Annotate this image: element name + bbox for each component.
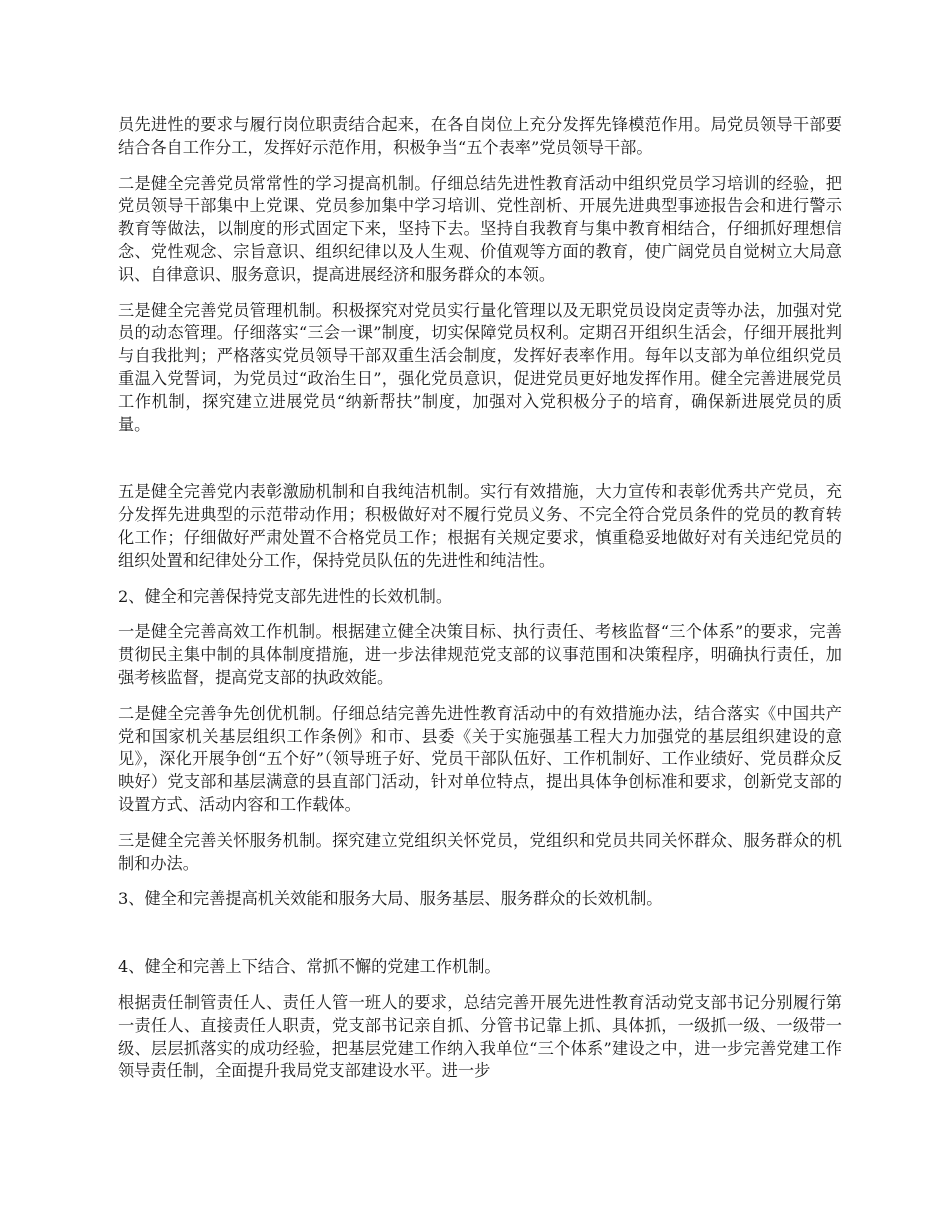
paragraph-2: 二是健全完善党员常常性的学习提高机制。仔细总结先进性教育活动中组织党员学习培训的经验，把党员领导干部集中上党课、党员参加集中学习培训、党性剖析、开展先进典型事迹报告会和进行警示教育等做法，以制度的形式固定下来，坚持下去。坚持自我教育与集中教育相结合，仔细抓好理想信念、党性观念、宗旨意识、组织纪律以及人生观、价值观等方面的教育，使广阔党员自觉树立大局意识、自律意识、服务意识，提高进展经济和服务群众的本领。 (118, 173, 842, 284)
paragraph-3: 三是健全完善党员管理机制。积极探究对党员实行量化管理以及无职党员设岗定责等办法，加强对党员的动态管理。仔细落实“三会一课”制度，切实保障党员权利。定期召开组织生活会，仔细开展批判与自我批判；严格落实党员领导干部双重生活会制度，发挥好表率作用。每年以支部为单位组织党员重温入党誓词，为党员过“政治生日”，强化党员意识，促进党员更好地发挥作用。健全完善进展党员工作机制，探究建立进展党员“纳新帮扶”制度，加强对入党积极分子的培育，确保新进展党员的质量。 (118, 300, 842, 434)
paragraph-8: 根据责任制管责任人、责任人管一班人的要求，总结完善开展先进性教育活动党支部书记分别履行第一责任人、直接责任人职责，党支部书记亲自抓、分管书记靠上抓、具体抓，一级抓一级、一级带一级、层层抓落实的成功经验，把基层党建工作纳入我单位“三个体系”建设之中，进一步完善党建工作领导责任制，全面提升我局党支部建设水平。进一步 (118, 992, 842, 1081)
paragraph-4: 五是健全完善党内表彰激励机制和自我纯洁机制。实行有效措施，大力宣传和表彰优秀共产党员，充分发挥先进典型的示范带动作用；积极做好对不履行党员义务、不完全符合党员条件的党员的教育转化工作；仔细做好严肃处置不合格党员工作；根据有关规定要求，慎重稳妥地做好对有关违纪党员的组织处置和纪律处分工作，保持党员队伍的先进性和纯洁性。 (118, 482, 842, 570)
paragraph-6: 二是健全完善争先创优机制。仔细总结完善先进性教育活动中的有效措施办法，结合落实《中国共产党和国家机关基层组织工作条例》和市、县委《关于实施强基工程大力加强党的基层组织建设的意见》，深化开展争创“五个好”（领导班子好、党员干部队伍好、工作机制好、工作业绩好、党员群众反映好）党支部和基层满意的县直部门活动，针对单位特点，提出具体争创标准和要求，创新党支部的设置方式、活动内容和工作载体。 (118, 703, 842, 814)
document-body (118, 114, 842, 1096)
section-heading-2: 2、健全和完善保持党支部先进性的长效机制。 (118, 586, 453, 606)
paragraph-1: 员先进性的要求与履行岗位职责结合起来，在各自岗位上充分发挥先锋模范作用。局党员领导干部要结合各自工作分工，发挥好示范作用，积极争当“五个表率”党员领导干部。 (118, 115, 842, 157)
section-heading-3: 3、健全和完善提高机关效能和服务大局、服务基层、服务群众的长效机制。 (118, 889, 663, 909)
paragraph-7: 三是健全完善关怀服务机制。探究建立党组织关怀党员，党组织和党员共同关怀群众、服务群众的机制和办法。 (118, 830, 842, 873)
section-heading-4: 4、健全和完善上下结合、常抓不懈的党建工作机制。 (118, 957, 501, 977)
paragraph-5: 一是健全完善高效工作机制。根据建立健全决策目标、执行责任、考核监督“三个体系”的要求，完善贯彻民主集中制的具体制度措施，进一步法律规范党支部的议事范围和决策程序，明确执行责任，加强考核监督，提高党支部的执政效能。 (118, 622, 842, 687)
